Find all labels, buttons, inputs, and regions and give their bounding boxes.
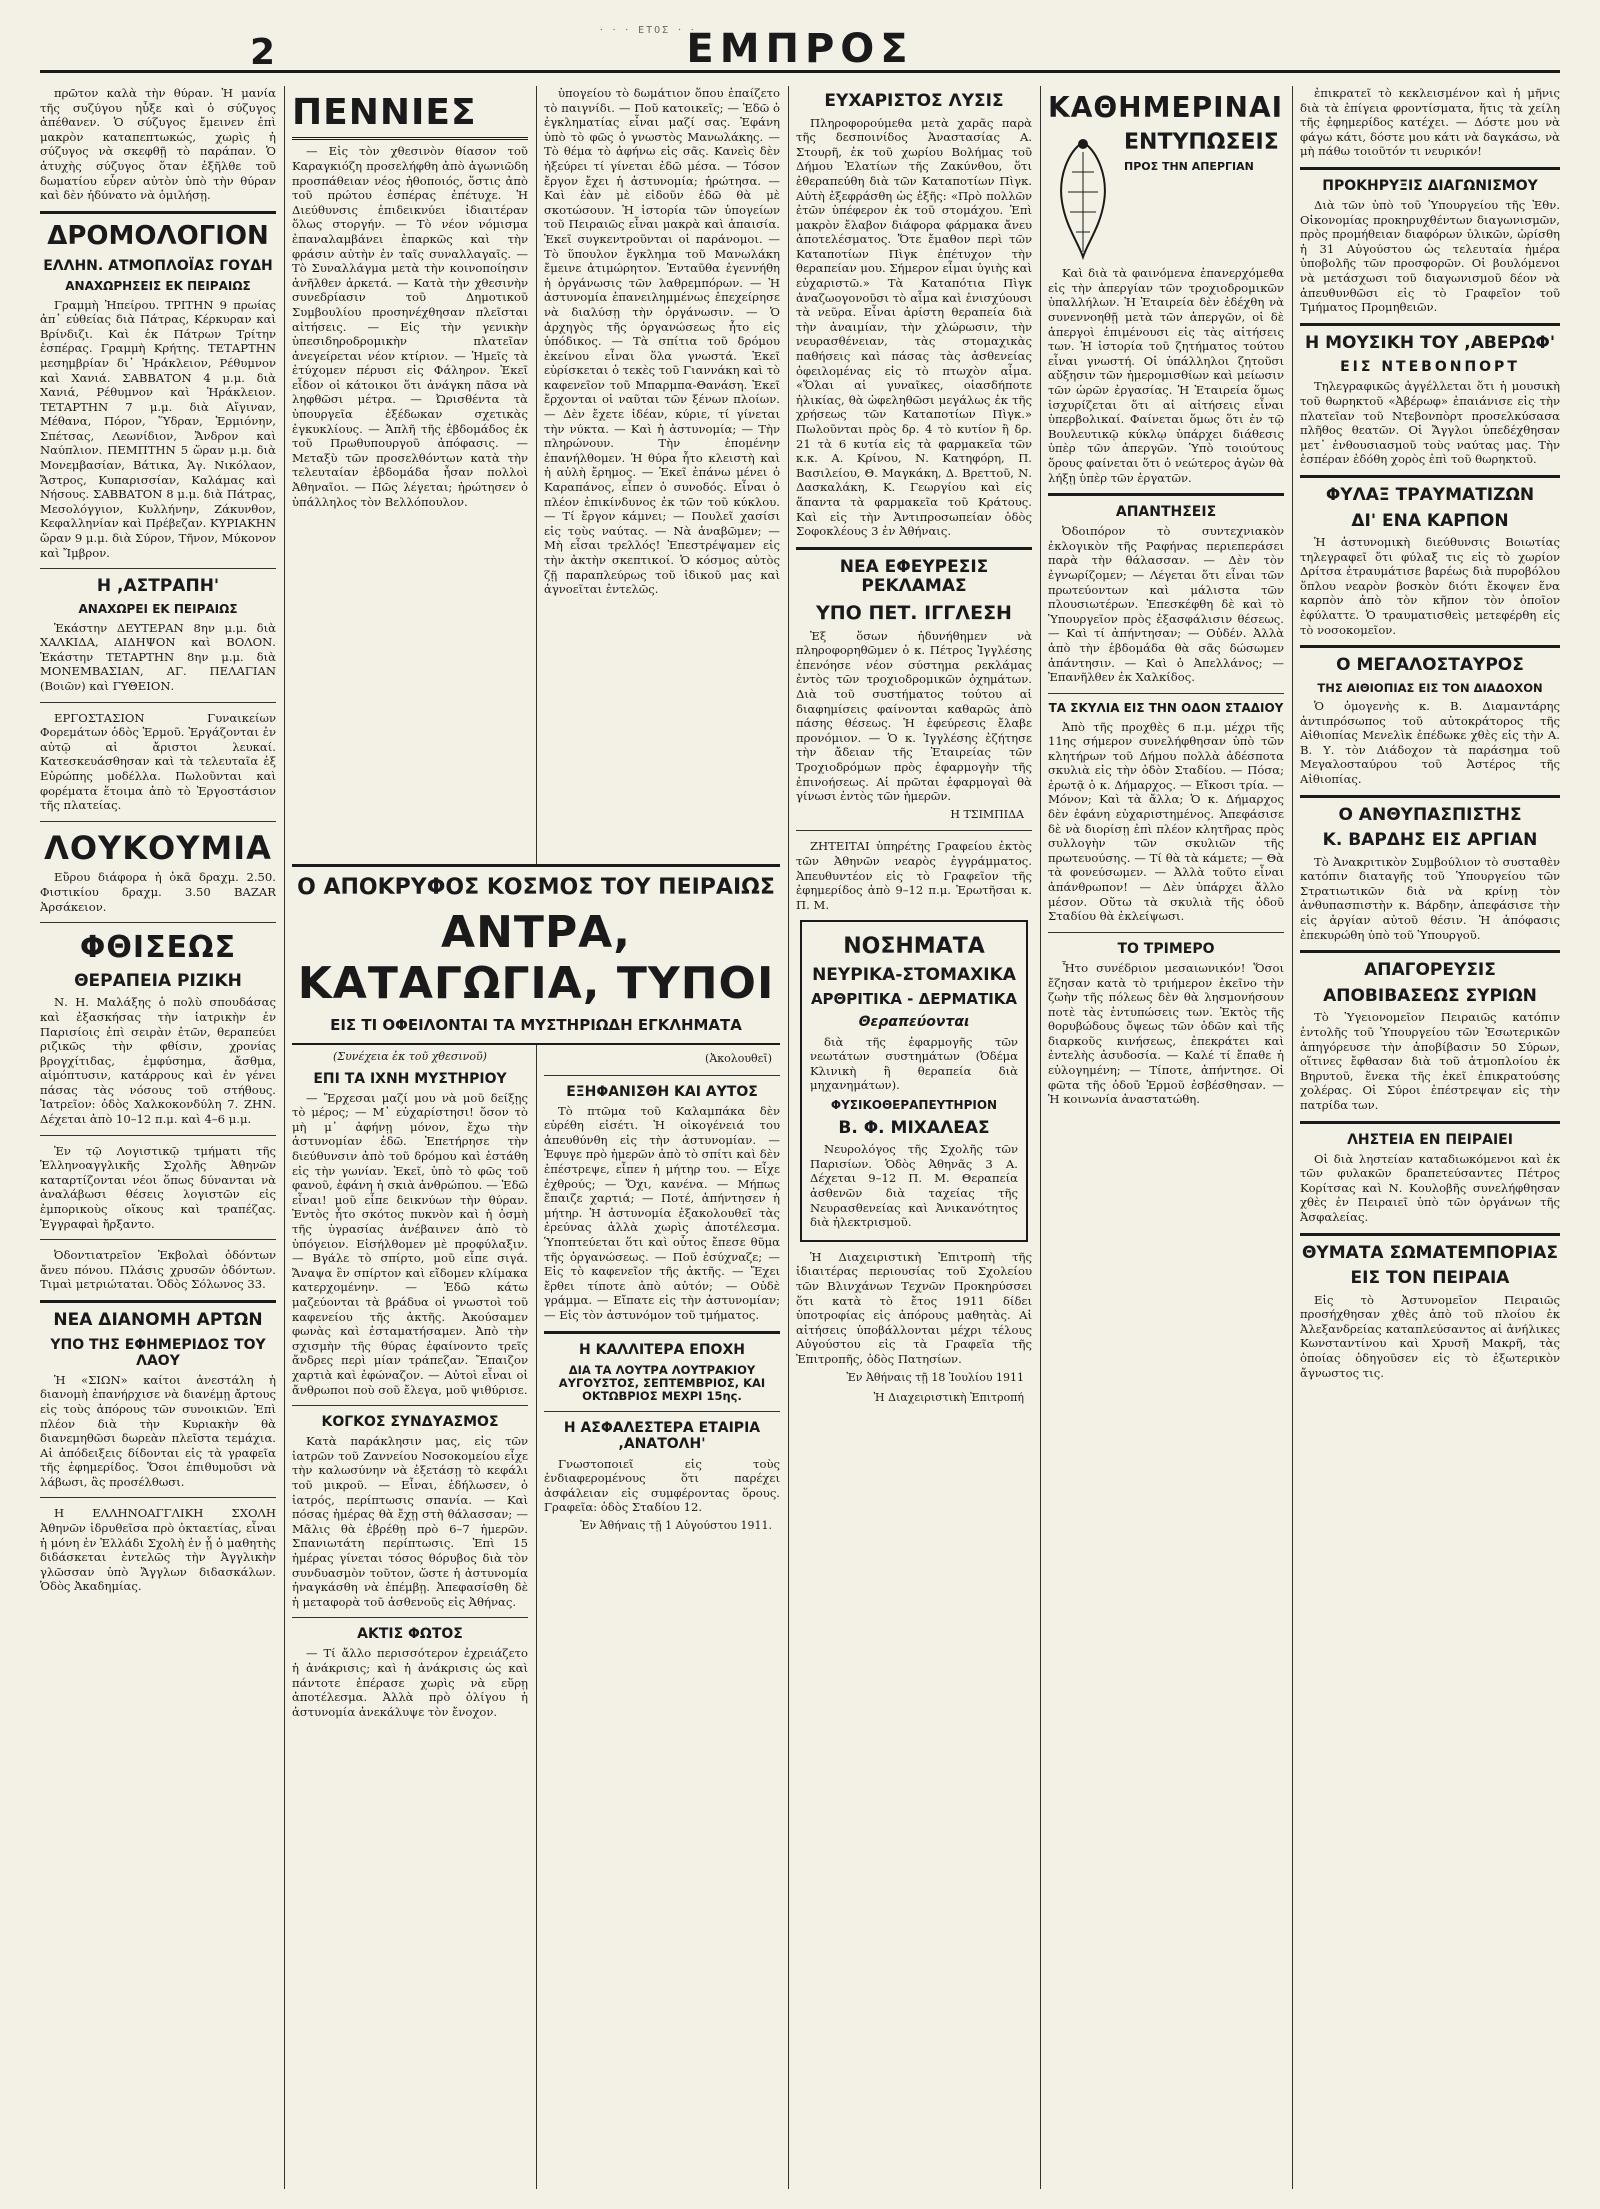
column-4 (796, 86, 1032, 2189)
column-6 (1300, 86, 1560, 2189)
secret-subheading: ΕΠΙ ΤΑ ΙΧΝΗ ΜΥΣΤΗΡΙΟΥ (313, 1070, 507, 1087)
pennies-heading: ΠΕΝΝΙΕΣ (292, 92, 528, 140)
insurance-signature: Ἐν Ἀθήναις τῇ 1 Αὐγούστου 1911. (580, 1518, 772, 1532)
impressions-heading: ΕΝΤΥΠΩΣΕΙΣ (1124, 130, 1279, 156)
three-days-heading: ΤΟ ΤΡΙΜΕΡΟ (1117, 940, 1215, 957)
committee-date: Ἐν Ἀθήναις τῇ 18 Ἰουλίου 1911 (846, 1370, 1024, 1384)
guard-subheading: ΔΙ' ΕΝΑ ΚΑΡΠΟΝ (1351, 510, 1509, 531)
committee-signature: Ἡ Διαχειριστικὴ Ἐπιτροπή (873, 1391, 1024, 1405)
stadiou-text: Ἀπὸ τῆς προχθὲς 6 π.μ. μέχρι τῆς 11ης σήμερον συνελήφθησαν ὑπὸ τῶν κλητήρων τοῦ Δήμου πολλὰ ἀδέσποτα σκυλιὰ εἰς τὴν ὁδὸν Σταδίου. — Πόσα; ἐρωτᾷ ὁ κ. Δήμαρχος. — Εἴκοσι τρία. — Μόνον; Καὶ τὰ ἄλλα; Ὁ κ. Δήμαρχος δὲν ἐφάνη εὐχαριστημένος. Ἀπεφάσισε δὲ νὰ διορίσῃ ἐπὶ πλέον κλητῆρας πρὸς συλλογὴν τῶν σκυλιῶν τῆς πρωτευούσης. — Τί θὰ τὰ κάμετε; — Θὰ τὰ φονεύσωμεν. — Ἀλλὰ τοῦτο εἶναι ἀπάνθρωπον! — Δὲν ὑπάρχει ἄλλο μέσον. Οὕτω τὰ σκυλιὰ τῆς ὁδοῦ Σταδίου θὰ ἐκλείψωσι. (1048, 719, 1284, 924)
peacock-icon (1048, 132, 1118, 262)
ban-subheading: ΑΠΟΒΙΒΑΣΕΩΣ ΣΥΡΙΩΝ (1323, 985, 1537, 1006)
divider (796, 830, 1032, 831)
thanks-text: Πληροφορούμεθα μετὰ χαρᾶς παρὰ τῆς δεσποινίδος Ἀναστασίας Α. Στουρῆ, ἐκ τοῦ χωρίου Βολήμας τοῦ Δήμου Ἐλατίων τῆς Ζακύνθου, ὅτι ἐθεραπεύθη διὰ τῶν Καταποτίων Πὶγκ. Αὐτὴ ἐξεφράσθη ὡς ἑξῆς: «Πρὸ πολλῶν ἐτῶν ὑπέφερον ἐκ τοῦ στομάχου. Ἐπὶ μακρὸν ἔλαβον διάφορα φάρμακα ἄνευ ἀποτελέσματος. Ὅτε ἔμαθον περὶ τῶν Καταποτίων Πὶγκ ἐπέτυχον τὴν θεραπείαν μου. Σήμερον εἶμαι ὑγιὴς καὶ εὐχαριστῶ.» Τὰ Καταπότια Πὶγκ ἀναζωογονοῦσι τὸ αἷμα καὶ ἐνισχύουσι τὰ νεῦρα. Εἶναι ἀρίστη θεραπεία διὰ τὴν ἀναιμίαν, τὴν χλώρωσιν, τὴν νευρασθένειαν, τὰς στομαχικὰς παθήσεις καὶ πάσας τὰς ἀσθενείας ὀφειλομένας εἰς τὸ πτωχὸν αἷμα. «Ὅλαι αἱ γυναῖκες, οἱασδήποτε ἡλικίας, θὰ ὠφεληθῶσι μεγάλως ἐκ τῆς χρήσεως τῶν Καταποτίων Πὶγκ.» Πωλοῦνται πρὸς δρ. 4 τὸ κυτίον ἢ δρ. 21 τὰ 6 κυτία εἰς τὰ φαρμακεῖα τῶν κ.κ. Α. Κρίνου, Ν. Κατηφόρη, Π. Βασιλείου, Θ. Μαγκάκη, Δ. Βρεττοῦ, Ν. Δασκαλάκη, Κ. Γεωργίου καὶ εἰς ἅπαντα τὰ φαρμακεῖα τοῦ Κράτους. Καὶ εἰς τὴν Ἀντιπροσωπείαν ὁδὸς Σοφοκλέους 3 ἐν Ἀθήναις. (796, 115, 1032, 539)
season-heading: Η ΚΑΛΛΙΤΕΡΑ ΕΠΟΧΗ (579, 1341, 745, 1358)
secret-world-title: ΑΝΤΡΑ, ΚΑΤΑΓΩΓΙΑ, ΤΥΠΟΙ (297, 907, 775, 1009)
committee-text: Ἡ Διαχειριστικὴ Ἐπιτροπὴ τῆς ἰδιαιτέρας περιουσίας τοῦ Σχολείου τῶν Βλινχάνων Τεχνῶν Προκηρύσσει ὅτι κατὰ τὸ ἔτος 1911 δίδει ὑποτροφίας εἰς ἀπόρους μαθητὰς. Αἱ αἰτήσεις ὑποβάλλονται μέχρι τέλους Αὐγούστου εἰς τὰ Γραφεῖα τῆς Ἐπιτροπῆς, ὁδὸς Πατησίων. (796, 1249, 1032, 1367)
column-rule (284, 86, 285, 2189)
divider (40, 568, 276, 569)
divider (40, 821, 276, 822)
divider (292, 1405, 528, 1406)
education-text: Ἐν τῷ Λογιστικῷ τμήματι τῆς Ἑλληνοαγγλικῆς Σχολῆς Ἀθηνῶν καταρτίζονται νέοι ὅπως δύνανται νὰ ἀναλάβωσι θέσεις λογιστῶν εἰς ἐμπορικοὺς οἴκους καὶ τραπέζας. Ἐγγραφαὶ ἤρξαντο. (40, 1143, 276, 1231)
astrapi-text: Ἑκάστην ΔΕΥΤΕΡΑΝ 8ην μ.μ. διὰ ΧΑΛΚΙΔΑ, ΑΙΔΗΨΟΝ καὶ ΒΟΛΟΝ. Ἑκάστην ΤΕΤΑΡΤΗΝ 8ην μ.μ. διὰ ΜΟΝΕΜΒΑΣΙΑΝ, ΑΓ. ΠΕΛΑΓΙΑΝ (Βοιῶν) καὶ ΓΥΘΕΙΟΝ. (40, 620, 276, 693)
robbery-text: Οἱ διὰ ληστείαν καταδιωκόμενοι καὶ ἐκ τῶν φυλακῶν δραπετεύσαντες Πέτρος Κορίτσας καὶ Ν. Κουλοβῆς συνελήφθησαν χθὲς ἐν Πειραιεῖ ὑπὸ τῶν ὀργάνων τῆς Ἀσφαλείας. (1300, 1151, 1560, 1224)
robbery-heading: ΛΗΣΤΕΙΑ ΕΝ ΠΕΙΡΑΙΕΙ (1347, 1131, 1513, 1148)
disease-ad-box (800, 920, 1028, 1241)
answers-heading: ΑΠΑΝΤΗΣΕΙΣ (1115, 504, 1217, 521)
column-rule (1040, 86, 1041, 2189)
impressions-block (1048, 128, 1284, 266)
column-5 (1048, 86, 1284, 2189)
column-rule (1292, 86, 1293, 2189)
secret-world-banner (292, 864, 780, 1045)
divider (40, 211, 276, 214)
impressions-subheading: ΠΡΟΣ ΤΗΝ ΑΠΕΡΓΙΑΝ (1124, 160, 1254, 174)
divider (40, 702, 276, 703)
thanks-heading: ΕΥΧΑΡΙΣΤΟΣ ΛΥΣΙΣ (824, 91, 1004, 111)
route-text: Γραμμὴ Ἠπείρου. ΤΡΙΤΗΝ 9 πρωίας ἀπ᾿ εὐθείας διὰ Πάτρας, Κέρκυραν καὶ Βρίνδιζι. Καὶ ἐκ Πάτρων Τρίτην ἑσπέρας. Γραμμὴ Κρήτης. ΤΕΤΑΡΤΗΝ μεσημβρίαν δι᾿ Ἡράκλειον, Ρέθυμνον καὶ Χανιά. ΣΑΒΒΑΤΟΝ 4 μ.μ. διὰ Χανιά, Ρέθυμνον καὶ Ἡράκλειον. ΤΕΤΑΡΤΗΝ 7 μ.μ. διὰ Αἴγιναν, Μέθανα, Πόρον, Ὕδραν, Ἑρμιόνην, Σπέτσας, Λεωνίδιον, Ἄνδρον καὶ Ναύπλιον. ΠΕΜΠΤΗΝ 5 ὥραν μ.μ. διὰ Μονεμβασίαν, Βάτικα, Ἁγ. Νικόλαον, Ἄστρος, Κυπαρισσίαν, Καλάμας καὶ Νήσους. ΣΑΒΒΑΤΟΝ 8 μ.μ. διὰ Πάτρας, Μεσολόγγιον, Κυλλήνην, Ζάκυνθον, Κεφαλληνίαν καὶ Πρέβεζαν. ΚΥΡΙΑΚΗΝ ὥραν 9 μ.μ. διὰ Σύρον, Τῆνον, Μύκονον καὶ Ἴμβρον. (40, 297, 276, 560)
tender-heading: ΠΡΟΚΗΡΥΞΙΣ ΔΙΑΓΩΝΙΣΜΟΥ (1322, 177, 1538, 194)
divider (40, 1239, 276, 1240)
route-heading: ΔΡΟΜΟΛΟΓΙΟΝ (47, 220, 269, 251)
divider (40, 1135, 276, 1136)
kogkos-heading: ΚΟΓΚΟΣ ΣΥΝΔΥΑΣΜΟΣ (321, 1414, 499, 1431)
lieutenant-subheading: Κ. ΒΑΡΔΗΣ ΕΙΣ ΑΡΓΙΑΝ (1322, 830, 1538, 851)
article-text: ὑπογείου τὸ δωμάτιον ὅπου ἐπαίζετο τὸ παιγνίδι. — Ποῦ κατοικεῖς; — Ἐδῶ ὁ ἐγκληματίας εἶναι μαζί σας. Ἐφάνη ὑπὸ τὸ φῶς ὁ γνωστὸς Μανωλάκης. — Τὸ θέμα τὸ ἀφήνω εἰς σᾶς. Κανεὶς δὲν ἠξεύρει τί γίνεται ἐδῶ μέσα. — Τόσον ἔργον ἔχει ἡ ἀστυνομία; ἠρώτησα. — Καὶ ἐὰν μὲ εἰδοῦν ἐδῶ θὰ μὲ σκοτώσουν. Ἡ ἱστορία τῶν ὑπογείων τοῦ Πειραιῶς εἶναι μακρὰ καὶ ἀπαισία. Ἐκεῖ συγκεντροῦνται οἱ παράνομοι. — Τὸ ὕπουλον ἔγκλημα τοῦ Μανωλάκη ἔμεινε ἀτιμώρητον. Ἐνταῦθα ἐγεννήθη ἡ ὀργάνωσις τῶν λαθρεμπόρων. — Ἡ ἀστυνομία ἐπανειλημμένως ἐπεχείρησε νὰ διαλύσῃ τὴν ὀργάνωσιν. — Ὁ ἀρχηγὸς τῆς ὀργανώσεως ἦτο εἰς ὑπόδικος. — Τὰ σπίτια τοῦ δρόμου ἐκείνου εἶναι ὅλα γνωστά. Ἐκεῖ εὑρίσκεται ὁ τεκὲς τοῦ Γιαννάκη καὶ τὸ καφενεῖον τοῦ Μπαρμπα-Θανάση. Ἐκεῖ ἔρχονται οἱ ναῦται τῶν ξένων πλοίων. — Δὲν ἔχετε ἰδέαν, κύριε, τί γίνεται τὴν νύκτα. — Καὶ ἡ ἀστυνομία; — Τὴν πληρώνουν. Τὴν ἑπομένην ἐπανήλθομεν. Ἡ θύρα ἦτο κλειστὴ καὶ ἡ αὐλὴ ἔρημος. — Ἐκεῖ ἐπάνω μένει ὁ Καραπάνος, εἶπεν ὁ συνοδός. Εἶναι ὁ πλέον ἐπικίνδυνος ἐκ τῶν τοῦ κύκλου. — Τί ἔργον κάμνει; — Πουλεῖ χασίσι εἰς τοὺς ναύτας. — Νὰ ἀναβῶμεν; — Μὴ εἶσαι τρελλός! Ἐπεστρέψαμεν εἰς τὴν ἀκτὴν σκεπτικοί. Ὁ κόσμος αὐτὸς ζῇ παραπλεύρως τοῦ ἰδικοῦ μας καὶ ἀγνοεῖται ἐντελῶς. (544, 86, 780, 597)
divider (1300, 1121, 1560, 1124)
disease-subheading-2: ΑΡΘΡΙΤΙΚΑ - ΔΕΡΜΑΤΙΚΑ (810, 990, 1018, 1009)
astrapi-heading: Η ,ΑΣΤΡΑΠΗ' (96, 576, 220, 597)
averof-subheading: ΕΙΣ ΝΤΕΒΟΝΠΟΡΤ (1340, 359, 1520, 376)
trafficking-text: Εἰς τὸ Ἀστυνομεῖον Πειραιῶς προσήχθησαν χθὲς ἀπὸ τοῦ πλοίου ἐκ Ἀλεξανδρείας καταπλεύσαντος αἱ ἀνήλικες Κωνσταντίνου καὶ Χρυσῆ Μακρῆ, τὰς ὁποίας ὁδηγοῦσεν εἰς τὸ ἐξωτερικὸν ἄγνωστος τις. (1300, 1292, 1560, 1380)
divider (40, 922, 276, 923)
stadiou-heading: ΤΑ ΣΚΥΛΙΑ ΕΙΣ ΤΗΝ ΟΔΟΝ ΣΤΑΔΙΟΥ (1048, 700, 1284, 715)
disease-subheading-1: ΝΕΥΡΙΚΑ-ΣΤΟΜΑΧΙΚΑ (812, 964, 1016, 985)
divider (1300, 475, 1560, 478)
divider (1048, 493, 1284, 496)
masthead (40, 18, 1560, 73)
page-number: 2 (250, 32, 276, 73)
ban-text: Τὸ Ὑγειονομεῖον Πειραιῶς κατόπιν ἐντολῆς τοῦ Ὑπουργείου τῶν Ἐσωτερικῶν ἀπηγόρευσε τὴν ἀποβίβασιν 50 Σύρων, οἵτινες ἔφθασαν διὰ τοῦ ἀτμοπλοίου ἐκ Βηρυτοῦ, ἕνεκα τῆς ἐκεῖ ἐπικρατούσης χολέρας. Οἱ Σύροι ἐπέστρεψαν εἰς τὴν πατρίδα των. (1300, 1010, 1560, 1112)
secret-text: — Ἔρχεσαι μαζί μου νὰ μοῦ δείξῃς τὸ μέρος; — Μ᾿ εὐχαρίστησι! ὅσον τὸ μὴ μ᾿ ἀφήνῃ μόνον, ἔχω τὴν ἀστυνομίαν ἐδῶ. Ἐπετήρησε τὴν διεύθυνσιν ἀπὸ τοῦ δρόμου καὶ ἐστάθη εἰς τὴν γωνίαν. Ἐκεῖ, ὑπὸ τὸ φῶς τοῦ φανοῦ, ἐφάνη ἡ σκιὰ ἀνθρώπου. — Ἐδῶ εἶναι! μοῦ εἶπε δεικνύων τὴν θύραν. Ἐντὸς ἦτο σκότος πυκνὸν καὶ ἡ ὀσμὴ τῆς ὑγρασίας ἀνέβαινεν ἀπὸ τὸ ὑπόγειον. Εἰσήλθομεν μὲ προφύλαξιν. — Βγάλε τὸ σπίρτο, μοῦ εἶπε σιγά. Ἄναψα ἓν σπίρτον καὶ εἴδομεν κλίμακα κατερχομένην. — Ἐδῶ κάτω μαζεύονται τὰ βράδυα οἱ γνωστοὶ τοῦ καφενείου τῆς ἀκτῆς. Ἀκούσαμεν φωνὰς καὶ ἐσταματήσαμεν. Ἀπὸ τὴν σχισμὴν τῆς θύρας ἐφαίνοντο τρεῖς ἄνδρες περὶ μίαν τράπεζαν. Ἔπαιζον χαρτιὰ καὶ ἐφώναζον. — Αὐτοὶ εἶναι οἱ ἄνθρωποι ποὺ σοῦ ἔλεγα, μοῦ ψιθύρισε. (292, 1090, 528, 1397)
school-text: Η ΕΛΛΗΝΟΑΓΓΛΙΚΗ ΣΧΟΛΗ Ἀθηνῶν ἱδρυθεῖσα πρὸ ὀκταετίας, εἶναι ἡ μόνη ἐν Ἑλλάδι Σχολὴ ἐν ᾗ ὁ μαθητὴς διδάσκεται ἐντελῶς τὴν Ἀγγλικὴν γλῶσσαν ὑπὸ Ἄγγλων διδασκάλων. Ὁδὸς Ἀκαδημίας. (40, 1506, 276, 1594)
workshop-ad-text: ΕΡΓΟΣΤΑΣΙΟΝ Γυναικείων Φορεμάτων ὁδὸς Ἑρμοῦ. Ἐργάζονται ἐν αὐτῷ αἱ ἄριστοι λευκαί. Κατεσκευάσθησαν καὶ τὰ τελευταῖα ἐξ Εὐρώπης μοδέλλα. Πωλοῦνται καὶ φορέματα ἕτοιμα ἀπὸ τὸ Ἐργοστάσιον τῆς πλατείας. (40, 710, 276, 813)
loukoumia-heading: ΛΟΥΚΟΥΜΙΑ (44, 828, 272, 867)
divider (796, 547, 1032, 550)
divider (1300, 323, 1560, 326)
loukoumia-text: Εὔρου διάφορα ἡ ὀκᾶ δραχμ. 2.50. Φιστικίου δραχμ. 3.50 BAZAR Ἀρσάκειον. (40, 870, 276, 914)
fthiseos-text: Ν. Η. Μαλάξης ὁ πολὺ σπουδάσας καὶ ἐξασκήσας τὴν ἰατρικὴν ἐν Παρισίοις ἐπὶ σειρὰν ἐτῶν, θεραπεύει ριζικῶς τὴν φθίσιν, χρονίας βρογχίτιδας, ἐμφύσημα, ἄσθμα, αἱμόπτυσιν, κατάρρους καὶ ἐν γένει πάσας τὰς νόσους τοῦ στήθους. Ἰατρεῖον: ὁδὸς Χαλκοκονδύλη 7. ΖΗΝ. Δέχεται ἀπὸ 10–12 π.μ. καὶ 4–6 μ.μ. (40, 995, 276, 1127)
newspaper-title: ΕΜΠΡΟΣ (686, 26, 914, 72)
insurance-text: Γνωστοποιεῖ εἰς τοὺς ἐνδιαφερομένους ὅτι παρέχει ἀσφάλειαν εἰς συμφέροντας ὅρους. Γραφεῖα: ὁδὸς Σταδίου 12. (544, 1456, 780, 1515)
guard-heading: ΦΥΛΑΞ ΤΡΑΥΜΑΤΙΖΩΝ (1325, 485, 1535, 506)
ban-heading: ΑΠΑΓΟΡΕΥΣΙΣ (1364, 960, 1496, 981)
guard-text: Ἡ ἀστυνομικὴ διεύθυνσις Βοιωτίας τηλεγραφεῖ ὅτι φύλαξ τις εἰς τὸ χωρίον Δρίτσα ἐτραυμάτισε βαρέως διὰ πυροβόλου ὅπλου νεαρὸν βοσκὸν διότι ἔκοψεν ἕνα καρπὸν ἀπὸ τὸν κῆπον τὸν ὁποῖον ἐφύλαττε. Ὁ τραυματισθεὶς μετεφέρθη εἰς τὸ νοσοκομεῖον. (1300, 535, 1560, 637)
grand-cross-heading: Ο ΜΕΓΑΛΟΣΤΑΥΡΟΣ (1336, 655, 1524, 676)
column-rule (536, 86, 537, 2189)
averof-text: Τηλεγραφικῶς ἀγγέλλεται ὅτι ἡ μουσικὴ τοῦ θωρηκτοῦ «Ἀβέρωφ» ἐπαιάνισε εἰς τὴν πλατεῖαν τοῦ Ντεβονπὸρτ προσελκύσασα πλῆθος θεατῶν. Οἱ Ἄγγλοι ὑπεδέχθησαν μετ᾿ ἐνθουσιασμοῦ τοὺς ναύτας μας. Τὴν ἑσπέραν ἐδόθη χορὸς ἐπὶ τοῦ θωρηκτοῦ. (1300, 379, 1560, 467)
disease-text: διὰ τῆς ἐφαρμογῆς τῶν νεωτάτων συστημάτων (Ὀδέμα Κλινικὴ ἢ θεραπεία διὰ μηχανημάτων). (810, 1034, 1018, 1093)
column-2-lower (292, 1050, 528, 2189)
divider (544, 1331, 780, 1334)
divider (1300, 950, 1560, 953)
grand-cross-subheading: ΤΗΣ ΑΙΘΙΟΠΙΑΣ ΕΙΣ ΤΟΝ ΔΙΑΔΟΧΟΝ (1317, 680, 1543, 695)
disease-subheading-3: Θεραπεύονται (858, 1014, 970, 1031)
impressions-text: Καὶ διὰ τὰ φαινόμενα ἐπανερχόμεθα εἰς τὴν ἀπεργίαν τῶν τροχιοδρομικῶν ὑπαλλήλων. Ἡ Ἑταιρεία δὲν ἐδέχθη νὰ συνεννοηθῇ μετὰ τῶν ἀπεργῶν, οἱ δὲ ἀπεργοὶ ἐπιμένουσι εἰς τὰς αἰτήσεις των. Ἡ ἱστορία τοῦ ζητήματος τούτου εἶναι γνωστή. Οἱ ὑπάλληλοι ζητοῦσι αὔξησιν τῶν ἡμερομισθίων καὶ μείωσιν τῶν ὡρῶν ἐργασίας. Ἡ Ἑταιρεία ὅμως ἰσχυρίζεται ὅτι αἱ αἰτήσεις εἶναι ὑπερβολικαί. Φαίνεται ὅμως ὅτι ἐν τῷ Βουλευτικῷ κύκλῳ ὑπάρχει διάθεσις ὑπὲρ τῶν ἀπεργῶν. Ὑπὸ τοιούτους ὅρους φαίνεται ὅτι ὁ νεώτερος ἀγὼν θὰ λήξῃ ὑπὲρ τῶν ἐργατῶν. (1048, 266, 1284, 485)
secret-world-subtitle: ΕΙΣ ΤΙ ΟΦΕΙΛΟΝΤΑΙ ΤΑ ΜΥΣΤΗΡΙΩΔΗ ΕΓΚΛΗΜΑΤΑ (330, 1016, 742, 1035)
lieutenant-text: Τὸ Ἀνακριτικὸν Συμβούλιον τὸ συσταθὲν κατόπιν διαταγῆς τοῦ Ὑπουργείου τῶν Στρατιωτικῶν διὰ νὰ κρίνῃ τὸν ἀνθυπασπιστὴν κ. Βάρδην, ἀπεφάσισε τὴν εἰς ἀργίαν αὐτοῦ θέσιν. Ἡ ἀπόφασις ἐπεκυρώθη ὑπὸ τοῦ Ὑπουργοῦ. (1300, 854, 1560, 942)
fthiseos-heading: ΦΘΙΣΕΩΣ (79, 930, 237, 966)
signature: (Ἀκολουθεῖ) (705, 1052, 772, 1065)
fthiseos-subheading: ΘΕΡΑΠΕΙΑ ΡΙΖΙΚΗ (74, 970, 242, 991)
article-text: πρῶτον καλὰ τὴν θύραν. Ἡ μανία τῆς συζύγου ηὗξε καὶ ὁ σύζυγος ἀπέθανεν. Ὁ σύζυγος ἔμεινεν ἐπὶ μακρὸν καταπεπτωκώς, χωρὶς ἡ σύζυγος νὰ σκεφθῇ τὸ παράπαν. Ὁ ἀτυχὴς σύζυγος ὅταν ἐξῆλθε τοῦ δωματίου εὗρεν αὐτὸν ὑπὸ τὴν θύραν καὶ δὲν ἠδύνατο νὰ ὁμιλήσῃ. (40, 86, 276, 203)
divider (1048, 932, 1284, 933)
divider (1048, 693, 1284, 694)
disease-heading: ΝΟΣΗΜΑΤΑ (843, 934, 985, 960)
column-rule (788, 86, 789, 2189)
secret-world-heading: Ο ΑΠΟΚΡΥΦΟΣ ΚΟΣΜΟΣ ΤΟΥ ΠΕΙΡΑΙΩΣ (297, 875, 775, 900)
aktis-heading: ΑΚΤΙΣ ΦΩΤΟΣ (357, 1626, 463, 1643)
clinic-address: Νευρολόγος τῆς Σχολῆς τῶν Παρισίων. Ὁδὸς Ἀθηνᾶς 3 Α. Δέχεται 9–12 Π. Μ. Θεραπεία ἀσθενῶν διὰ ταχείας τῆς Νευρασθενείας καὶ Ἀνικανότητος διὰ ἠλεκτρισμοῦ. (810, 1142, 1018, 1230)
columns (40, 86, 1560, 2189)
continuation-note: (Συνέχεια ἐκ τοῦ χθεσινοῦ) (333, 1050, 487, 1063)
aktis-text: — Τί ἄλλο περισσότερον ἐχρειάζετο ἡ ἀνάκρισις; καὶ ἡ ἀνάκρισις ὡς καὶ πάντοτε ἐπέρασε χωρὶς νὰ εὕρῃ ἀποτέλεσμα. Ἀλλὰ πρὸ ὀλίγου ἡ ἀστυνομία ἀνεκάλυψε τὸν ἔνοχον. (292, 1646, 528, 1719)
lieutenant-heading: Ο ΑΝΘΥΠΑΣΠΙΣΤΗΣ (1338, 804, 1522, 825)
column-1 (40, 86, 276, 2189)
divider (1300, 795, 1560, 798)
trafficking-subheading: ΕΙΣ ΤΟΝ ΠΕΙΡΑΙΑ (1350, 1268, 1510, 1289)
trafficking-heading: ΘΥΜΑΤΑ ΣΩΜΑΤΕΜΠΟΡΙΑΣ (1301, 1242, 1558, 1263)
signature: Η ΤΣΙΜΠΙΔΑ (950, 807, 1024, 821)
clinic-label: ΦΥΣΙΚΟΘΕΡΑΠΕΥΤΗΡΙΟΝ (830, 1097, 998, 1112)
divider (40, 1300, 276, 1303)
disappeared-heading: ΕΞΗΦΑΝΙΣΘΗ ΚΑΙ ΑΥΤΟΣ (566, 1083, 758, 1100)
astrapi-subheading: ΑΝΑΧΩΡΕΙ ΕΚ ΠΕΙΡΑΙΩΣ (78, 601, 238, 616)
divider (292, 1617, 528, 1618)
season-subheading: ΔΙΑ ΤΑ ΛΟΥΤΡΑ ΛΟΥΤΡΑΚΙΟΥ ΑΥΓΟΥΣΤΟΣ, ΣΕΠΤΕΜΒΡΙΟΣ, ΚΑΙ ΟΚΤΩΒΡΙΟΣ ΜΕΧΡΙ 15ης. (558, 1362, 766, 1404)
bread-heading: ΝΕΑ ΔΙΑΝΟΜΗ ΑΡΤΩΝ (53, 1310, 263, 1330)
kogkos-text: Κατὰ παράκλησιν μας, εἰς τῶν ἰατρῶν τοῦ Ζαννείου Νοσοκομείου εἶχε τὴν καλωσύνην νὰ ἐξετάσῃ τὸ κεφάλι τοῦ μικροῦ. — Εἶναι, ἐδήλωσεν, ὁ ἰατρός, περίπτωσις σπανία. — Καὶ πόσας ἡμέρας θὰ ἔχῃ στὴ θάλασσαν; — Μᾶλις θὰ ἐβρέθῃ πρὸ 6–7 ἡμερῶν. Σπανιωτάτη περίπτωσις. Ἐπὶ 15 ἡμέρας γίνεται τόσος θόρυβος διὰ τὸν συνδυασμὸν τοῦτον, ὥστε ἡ ἀστυνομία ἠναγκάσθη νὰ ἐπέμβῃ. Ἀπεφασίσθη δὲ ἡ μεταφορὰ τοῦ ἀσθενοῦς εἰς Ἀθήνας. (292, 1434, 528, 1609)
grand-cross-text: Ὁ ὁμογενὴς κ. Β. Διαμαντάρης ἀντιπρόσωπος τοῦ αὐτοκράτορος τῆς Αἰθιοπίας Μενελὶκ ἐπέδωκε χθὲς εἰς τὴν Α. Β. Υ. τὸν Διάδοχον τὰ παράσημα τοῦ Μεγαλοσταύρου τοῦ Ἀστέρος τῆς Αἰθιοπίας. (1300, 699, 1560, 786)
wanted-text: ΖΗΤΕΙΤΑΙ ὑπηρέτης Γραφείου ἐκτὸς τῶν Ἀθηνῶν νεαρὸς ἐγγράμματος. Ἀπευθυντέον εἰς τὸ Γραφεῖον τῆς ἐφημερίδος ἀπὸ 9–12 π.μ. Ἐρωτῆσαι κ. Π. Μ. (796, 839, 1032, 912)
bread-text: Ἡ «ΣΙΩΝ» καίτοι ἀνεστάλη ἡ διανομὴ ἐπανήρχισε νὰ διανέμῃ ἄρτους εἰς τοὺς ἀπόρους τῶν συνοικιῶν. Ἐπὶ πλέον διὰ τὴν Κυριακὴν θὰ διανεμηθῶσι δωρεὰν πλεῖστα τεμάχια. Αἱ ἀπόδειξεις δίδονται εἰς τὰ γραφεῖα τῆς ἐφημερίδος. Ὅσοι ἐπιθυμοῦσι νὰ λάβωσι, ἃς προσέλθωσι. (40, 1372, 276, 1489)
advert-heading: ΝΕΑ ΕΦΕΥΡΕΣΙΣ ΡΕΚΛΑΜΑΣ (839, 556, 989, 597)
averof-heading: Η ΜΟΥΣΙΚΗ ΤΟΥ ,ΑΒΕΡΩΦ' (1304, 332, 1556, 353)
clinic-name: Β. Φ. ΜΙΧΑΛΕΑΣ (838, 1117, 990, 1138)
disappeared-text: Τὸ πτῶμα τοῦ Καλαμπάκα δὲν εὑρέθη εἰσέτι. Ἡ οἰκογένειά του ἀπευθύνθη εἰς τὴν ἀστυνομίαν. — Ἐφυγε πρὸ ἡμερῶν ἀπὸ τὸ σπίτι καὶ δὲν ἐπέστρεψε, εἶπεν ἡ μήτηρ του. — Εἶχε ἐχθρούς; — Ὄχι, κανένα. — Μήπως ἔπαιζε χαρτιά; — Ποτέ, ἀπήντησεν ἡ μήτηρ. Ἡ ἀστυνομία ἐξακολουθεῖ τὰς ἐρεύνας ἀλλὰ χωρὶς ἀποτέλεσμα. Ὑποπτεύεται ὅτι καὶ οὗτος ἔπεσε θῦμα τῆς ὀργανώσεως. — Ποῦ ἐσύχναζε; — Εἰς τὸ καφενεῖον τῆς ἀκτῆς. — Ἔχει ἔρθει τίποτε ἀπὸ αὐτόν; — Οὐδὲ γράμμα. — Εἴπατε εἰς τὴν ἀστυνομίαν; — Εἰς τὸν ἀστυνόμον τοῦ τμήματος. (544, 1103, 780, 1322)
route-subheading-2: ΑΝΑΧΩΡΗΣΕΙΣ ΕΚ ΠΕΙΡΑΙΩΣ (65, 278, 251, 293)
answers-text: Ὀδοιπόρον τὸ συντεχνιακὸν ἐκλογικὸν τῆς Ραφήνας περιεπεράσει παρὰ τὴν θάλασσαν. — Δὲν τὸν ἐγνωρίζομεν; — Λέγεται ὅτι εἶναι τῶν πρωτεύοντων καὶ μάλιστα τῶν πλουσιωτέρων. Ἐπεσκέφθη δὲ καὶ τὸ Ὑπουργεῖον πρὸς ἐξασφάλισιν θέσεως. — Καὶ τί ἀπήντησαν; — Οὐδέν. Ἀλλὰ ἀπὸ τὴν ἑβδομάδα θὰ σᾶς δώσωμεν ἀπάντησιν. — Καὶ ὁ Ἀπελλάνος; — Ἐπανῆλθεν ἐκ Χαλκίδος. (1048, 524, 1284, 685)
route-subheading: ΕΛΛΗΝ. ΑΤΜΟΠΛΟΪΑΣ ΓΟΥΔΗ (43, 257, 273, 274)
three-days-text: Ἦτο συνέδριον μεσαιωνικόν! Ὅσοι ἔζησαν κατὰ τὸ τριήμερον ἐκεῖνο τὴν ζωὴν τῆς πόλεως δὲν θὰ λησμονήσουν ποτὲ τὰς ἐντυπώσεις των. Ἐκτὸς τῆς θορυβώδους ὄψεως τῶν ὁδῶν καὶ τῆς διαρκοῦς κινήσεως, ἐπεκράτει καὶ ἐντελὴς ἀσυδοσία. — Καλέ τί ἔπαθε ἡ εὐλογημένη; — Τίποτε, ἀπήντησε. Οἱ φῶτα τῆς ὁδοῦ Ἑρμοῦ ἐσβέσθησαν. — Ἡ κοινωνία ἀναστατώθη. (1048, 960, 1284, 1107)
article-text: ἐπικρατεῖ τὸ κεκλεισμένον καὶ ἡ μῆνις διὰ τὰ ἐπίγεια φροντίσματα, ἥτις τὰ χείλη τῆς ἐφημερίδος κατέχει. — Δόστε μου νὰ φάγω κάτι, δόστε μου κάτι νὰ δαγκάσω, νὰ μὴ πάθω τοιοῦτόν τι νευρικόν! (1300, 86, 1560, 159)
bread-subheading: ΥΠΟ ΤΗΣ ΕΦΗΜΕΡΙΔΟΣ ΤΟΥ ΛΑΟΥ (50, 1336, 266, 1369)
dentist-text: Ὀδοντιατρεῖον Ἐκβολαὶ ὀδόντων ἄνευ πόνου. Πλάσις χρυσῶν ὀδόντων. Τιμαὶ μετριώταται. Ὁδὸς Σόλωνος 33. (40, 1248, 276, 1292)
divider (40, 1497, 276, 1498)
column-3-lower (544, 1050, 780, 2189)
advert-text: Ἐξ ὅσων ἠδυνήθημεν νὰ πληροφορηθῶμεν ὁ κ. Πέτρος Ἰγγλέσης ἐπενόησε νέον σύστημα ρεκλάμας ἐντὸς τῶν τροχιοδρομικῶν ὀχημάτων. Διὰ τοῦ συστήματος τούτου αἱ διαφημίσεις φαίνονται καθαρῶς ἀπὸ πάσης θέσεως. Ἡ ἐφεύρεσις ἔλαβε προνόμιον. — Ὁ κ. Ἰγγλέσης ἐζήτησε τὴν ἄδειαν τῆς Ἑταιρείας τῶν Τροχιοδρόμων πρὸς ἐφαρμογὴν τῆς ἐπινοήσεως. Αἱ πρῶται ἐφαρμογαὶ θὰ γίνωσι ἐντὸς τῶν ἡμερῶν. (796, 628, 1032, 804)
pennies-text: — Εἰς τὸν χθεσινὸν θίασον τοῦ Καραγκιόζη προσελήφθη ἀπὸ ἀγωνιῶδη προσπάθειαν νέος ἠθοποιός, ὅστις ἀπὸ τοῦ πρώτου ἐσπέρας ἐπέτυχε. Ἡ Διεύθυνσις ἐπιδεικνύει ἰδιαιτέραν ὅλως στοργήν. — Τὸ νέον νόμισμα ἐπαναλαμβάνει ἐπαρκῶς καὶ τὴν φράσιν αὐτὴν ἐν ταῖς συναλλαγαῖς. — Τὸ Συναλλάγμα μετὰ τὴν κοινοποίησιν ἀνῆλθεν ἀρκετά. — Κατὰ τὴν χθεσινὴν συνεδρίασιν τοῦ Δημοτικοῦ Συμβουλίου προσηνέχθησαν πλεῖσται αἰτήσεις. — Εἰς τὴν γενικὴν ὑπεσιδηροδρομικὴν πλατεῖαν ἀνεγείρεται νέον κτίριον. — Ἡμεῖς τὰ ἐτύχομεν πέρυσι εἰς Φάληρον. Ἐκεῖ εἶδον οἱ κάτοικοι ὅτι ἀνάγκη πᾶσα νὰ ληφθῶσι μέτρα. — Ὠρισθέντα τὰ ὑπουργεῖα ἐξέδωκαν σχετικὰς ἐγκυκλίους. — Ἁπλῆ τῆς ἐβδομάδος ἐκ τοῦ Πρωθυπουργοῦ ἀπόφασις. — Μεταξὺ τῶν προσελθόντων κατὰ τὴν τελευταίαν ἐβδομάδα ἦσαν πολλοὶ Ἀθηναῖοι. — Πῶς λέγεται; ἠρώτησεν ὁ ὑπάλληλος τὸν Βελλόπουλον. (292, 144, 528, 509)
divider (544, 1411, 780, 1412)
daily-heading: ΚΑΘΗΜΕΡΙΝΑΙ (1048, 91, 1284, 124)
tender-text: Διὰ τῶν ὑπὸ τοῦ Ὑπουργείου τῆς Ἐθν. Οἰκονομίας προκηρυχθέντων διαγωνισμῶν, πρὸς προμήθειαν διαφόρων ὑλικῶν, ὡρίσθη ἡ 31 Αὐγούστου ὡς τελευταία ἡμέρα ὑποβολῆς τῶν προσφορῶν. Οἱ βουλόμενοι νὰ μετάσχωσι τοῦ διαγωνισμοῦ δέον νὰ ἀπευθυνθῶσι εἰς τὸ Γραφεῖον τοῦ Τμήματος Προμηθειῶν. (1300, 198, 1560, 315)
masthead-smudge: ⸱ ⸱ ⸱ ΕΤΟΣ ⸱ ⸱ (600, 25, 696, 36)
divider (1300, 167, 1560, 170)
advert-subheading: ΥΠΟ ΠΕΤ. ΙΓΓΛΕΣΗ (816, 601, 1012, 624)
divider (1300, 1233, 1560, 1236)
insurance-heading: Η ΑΣΦΑΛΕΣΤΕΡΑ ΕΤΑΙΡΙΑ ,ΑΝΑΤΟΛΗ' (563, 1420, 761, 1453)
divider (544, 1075, 780, 1076)
divider (1300, 645, 1560, 648)
